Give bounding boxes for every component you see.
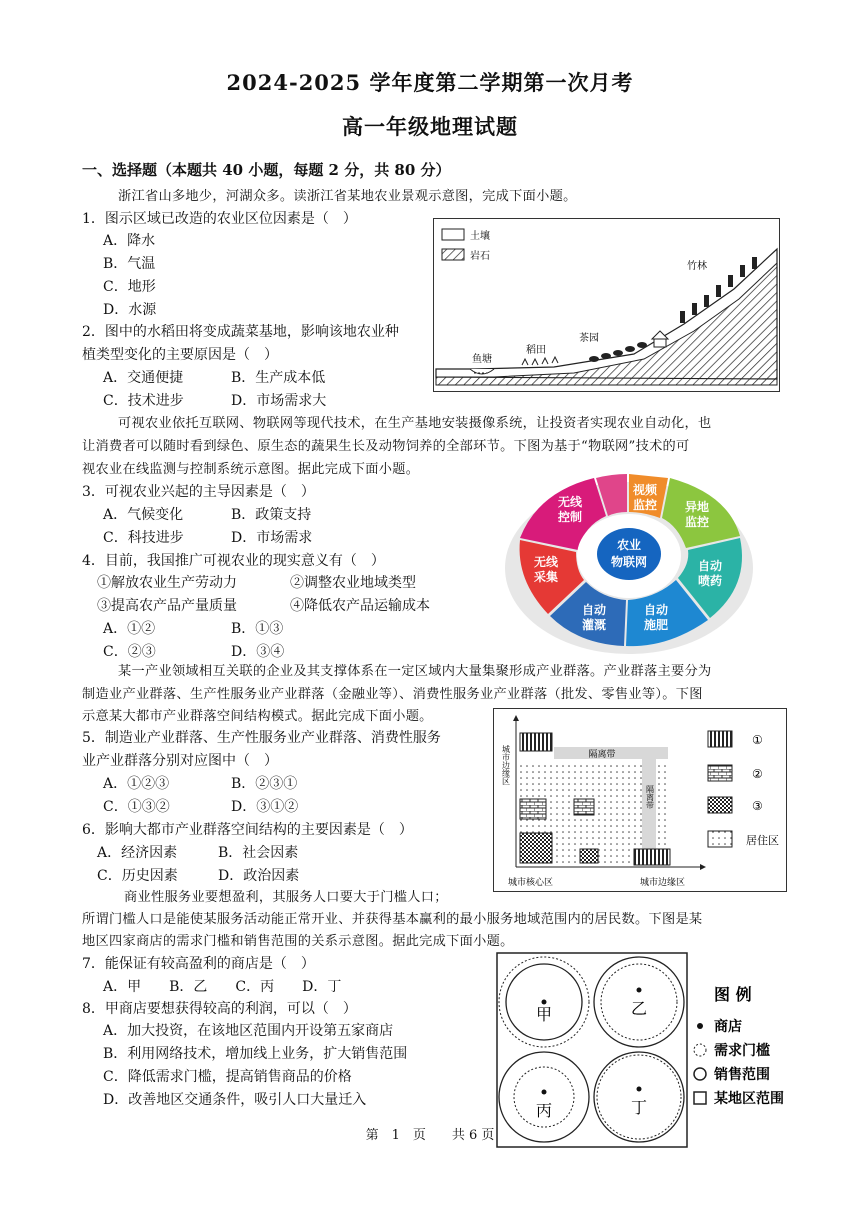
q1-option-c: C．地形 [103, 279, 156, 295]
q2-option-c: C．技术进步 [103, 393, 184, 409]
q4-option-d: D．③④ [231, 644, 285, 660]
page-footer: 第 1 页 共 6 页 [365, 1128, 495, 1143]
store-bing: 丙 [535, 1101, 553, 1120]
intro-2-line3: 视农业在线监测与控制系统示意图。据此完成下面小题。 [82, 462, 420, 477]
intro-4-line3: 地区四家商店的需求门槛和销售范围的关系示意图。据此完成下面小题。 [82, 934, 514, 949]
q4-statement-1: ①解放农业生产劳动力 [97, 575, 237, 591]
q1-option-b: B．气温 [103, 256, 156, 272]
q3-option-b: B．政策支持 [231, 507, 312, 523]
q5-option-d: D．③①② [231, 799, 299, 815]
label-ricefield: 稻田 [526, 345, 546, 356]
urban-edge-top: 城市边缘区 [501, 745, 511, 785]
q4-stem: 4．目前，我国推广可视农业的现实意义有（ ） [82, 553, 385, 569]
legend-3: ③ [752, 799, 763, 813]
label-bamboo: 竹林 [687, 261, 707, 272]
q4-option-c: C．②③ [103, 644, 156, 660]
remote-label-2: 监控 [684, 515, 710, 529]
center-label-2: 物联网 [610, 555, 648, 569]
isolation-belt-top: 隔离带 [588, 750, 616, 760]
spray-label-2: 喷药 [697, 574, 723, 588]
q4-option-a: A．①② [103, 621, 156, 637]
legend-1: ① [752, 733, 763, 747]
figure-iot-ring [498, 456, 760, 660]
q6-option-b: B．社会因素 [218, 845, 299, 861]
q6-stem: 6．影响大都市产业群落空间结构的主要因素是（ ） [82, 822, 413, 838]
label-fishpond: 鱼塘 [472, 354, 492, 365]
q4-statement-3: ③提高农产品产量质量 [97, 598, 237, 614]
q3-stem: 3．可视农业兴起的主导因素是（ ） [82, 484, 315, 500]
label-teagarden: 茶园 [579, 333, 599, 344]
q1-stem: 1．图示区域已改造的农业区位因素是（ ） [82, 211, 357, 227]
spray-label-1: 自动 [697, 559, 723, 573]
intro-2-line2: 让消费者可以随时看到绿色、原生态的蔬果生长及动物饲养的全部环节。下图为基于“物联网”技术的可 [82, 439, 690, 454]
irr-label-2: 灌溉 [581, 618, 607, 632]
q2-option-d: D．市场需求大 [231, 393, 327, 409]
q7-stem: 7．能保证有较高盈利的商店是（ ） [82, 956, 315, 972]
q8-option-d: D．改善地区交通条件，吸引人口大量迁入 [103, 1092, 367, 1108]
q8-stem: 8．甲商店要想获得较高的利润，可以（ ） [82, 1001, 357, 1017]
q8-option-b: B．利用网络技术，增加线上业务，扩大销售范围 [103, 1046, 408, 1062]
coll-label-2: 采集 [533, 570, 559, 584]
q5-stem-line2: 业产业群落分别对应图中（ ） [82, 753, 278, 769]
exam-title: 2024-2025 学年度第二学期第一次月考 [226, 70, 634, 95]
q3-option-c: C．科技进步 [103, 530, 184, 546]
q2-stem-line1: 2．图中的水稻田将变成蔬菜基地，影响该地农业种 [82, 324, 399, 340]
legend-residential: 居住区 [746, 834, 779, 847]
q8-option-a: A．加大投资，在该地区范围内开设第五家商店 [103, 1023, 394, 1039]
q4-statement-4: ④降低农产品运输成本 [290, 598, 430, 614]
legend-range: 销售范围 [714, 1067, 770, 1083]
urban-core-label: 城市核心区 [508, 878, 554, 888]
intro-4-line2: 所谓门槛人口是能使某服务活动能正常开业、并获得基本赢利的最小服务地域范围内的居民数。下图是某 [82, 912, 703, 927]
section-heading: 一、选择题（本题共 40 小题，每题 2 分，共 80 分） [82, 161, 451, 179]
q3-option-a: A．气候变化 [103, 507, 184, 523]
intro-3-line1: 某一产业领域相互关联的企业及其支撑体系在一定区域内大量集聚形成产业群落。产业群落主要分为 [118, 664, 712, 679]
intro-3-line2: 制造业产业群落、生产性服务业产业群落（金融业等）、消费性服务业产业群落（批发、零售业等）。下图 [82, 687, 703, 702]
ctrl-label-2: 控制 [557, 510, 583, 524]
q1-option-d: D．水源 [103, 302, 157, 318]
legend-threshold: 需求门槛 [714, 1043, 770, 1059]
figure-stores [496, 952, 806, 1150]
urban-edge-bottom: 城市边缘区 [640, 878, 686, 888]
intro-2-line1: 可视农业依托互联网、物联网等现代技术，在生产基地安装摄像系统，让投资者实现农业自动化，也 [118, 416, 712, 431]
legend-store: 商店 [714, 1019, 742, 1035]
video-label-2: 监控 [632, 498, 658, 512]
isolation-belt-side: 隔离带 [645, 785, 655, 809]
q6-option-c: C．历史因素 [97, 868, 178, 884]
q2-stem-line2: 植类型变化的主要原因是（ ） [82, 347, 278, 363]
intro-1: 浙江省山多地少，河湖众多。读浙江省某地农业景观示意图，完成下面小题。 [118, 189, 577, 204]
q6-option-d: D．政治因素 [218, 868, 300, 884]
intro-4-line1: 商业性服务业要想盈利，其服务人口要大于门槛人口； [124, 890, 448, 905]
q6-option-a: A．经济因素 [97, 845, 178, 861]
figure-industry-clusters [493, 708, 787, 892]
q5-stem-line1: 5．制造业产业群落、生产性服务业产业群落、消费性服务 [82, 730, 441, 746]
legend-rock-label: 岩石 [470, 251, 490, 262]
video-label-1: 视频 [632, 483, 658, 497]
q2-option-b: B．生产成本低 [231, 370, 326, 386]
q7-options: A．甲 B．乙 C．丙 D．丁 [103, 979, 342, 995]
center-label-1: 农业 [616, 538, 642, 552]
store-yi: 乙 [630, 999, 648, 1018]
legend-2: ② [752, 767, 763, 781]
figure-landscape [433, 218, 780, 392]
store-jia: 甲 [535, 1005, 553, 1024]
legend-area: 某地区范围 [714, 1091, 784, 1107]
q5-option-b: B．②③① [231, 776, 298, 792]
ctrl-label-1: 无线 [557, 495, 583, 509]
fert-label-1: 自动 [643, 603, 669, 617]
q4-option-b: B．①③ [231, 621, 284, 637]
q4-statement-2: ②调整农业地域类型 [290, 575, 416, 591]
q5-option-a: A．①②③ [103, 776, 170, 792]
legend-soil-label: 土壤 [470, 231, 490, 242]
region-boundary [497, 953, 687, 1147]
irr-label-1: 自动 [581, 603, 607, 617]
remote-label-1: 异地 [684, 500, 710, 514]
legend-title: 图 例 [714, 985, 752, 1004]
coll-label-1: 无线 [533, 555, 559, 569]
q3-option-d: D．市场需求 [231, 530, 313, 546]
store-ding: 丁 [630, 1098, 648, 1117]
q1-option-a: A．降水 [103, 233, 156, 249]
fert-label-2: 施肥 [643, 618, 669, 632]
exam-subtitle: 高一年级地理试题 [342, 114, 518, 139]
q2-option-a: A．交通便捷 [103, 370, 184, 386]
intro-3-line3: 示意某大都市产业群落空间结构模式。据此完成下面小题。 [82, 709, 433, 724]
q5-option-c: C．①③② [103, 799, 170, 815]
q8-option-c: C．降低需求门槛，提高销售商品的价格 [103, 1069, 352, 1085]
